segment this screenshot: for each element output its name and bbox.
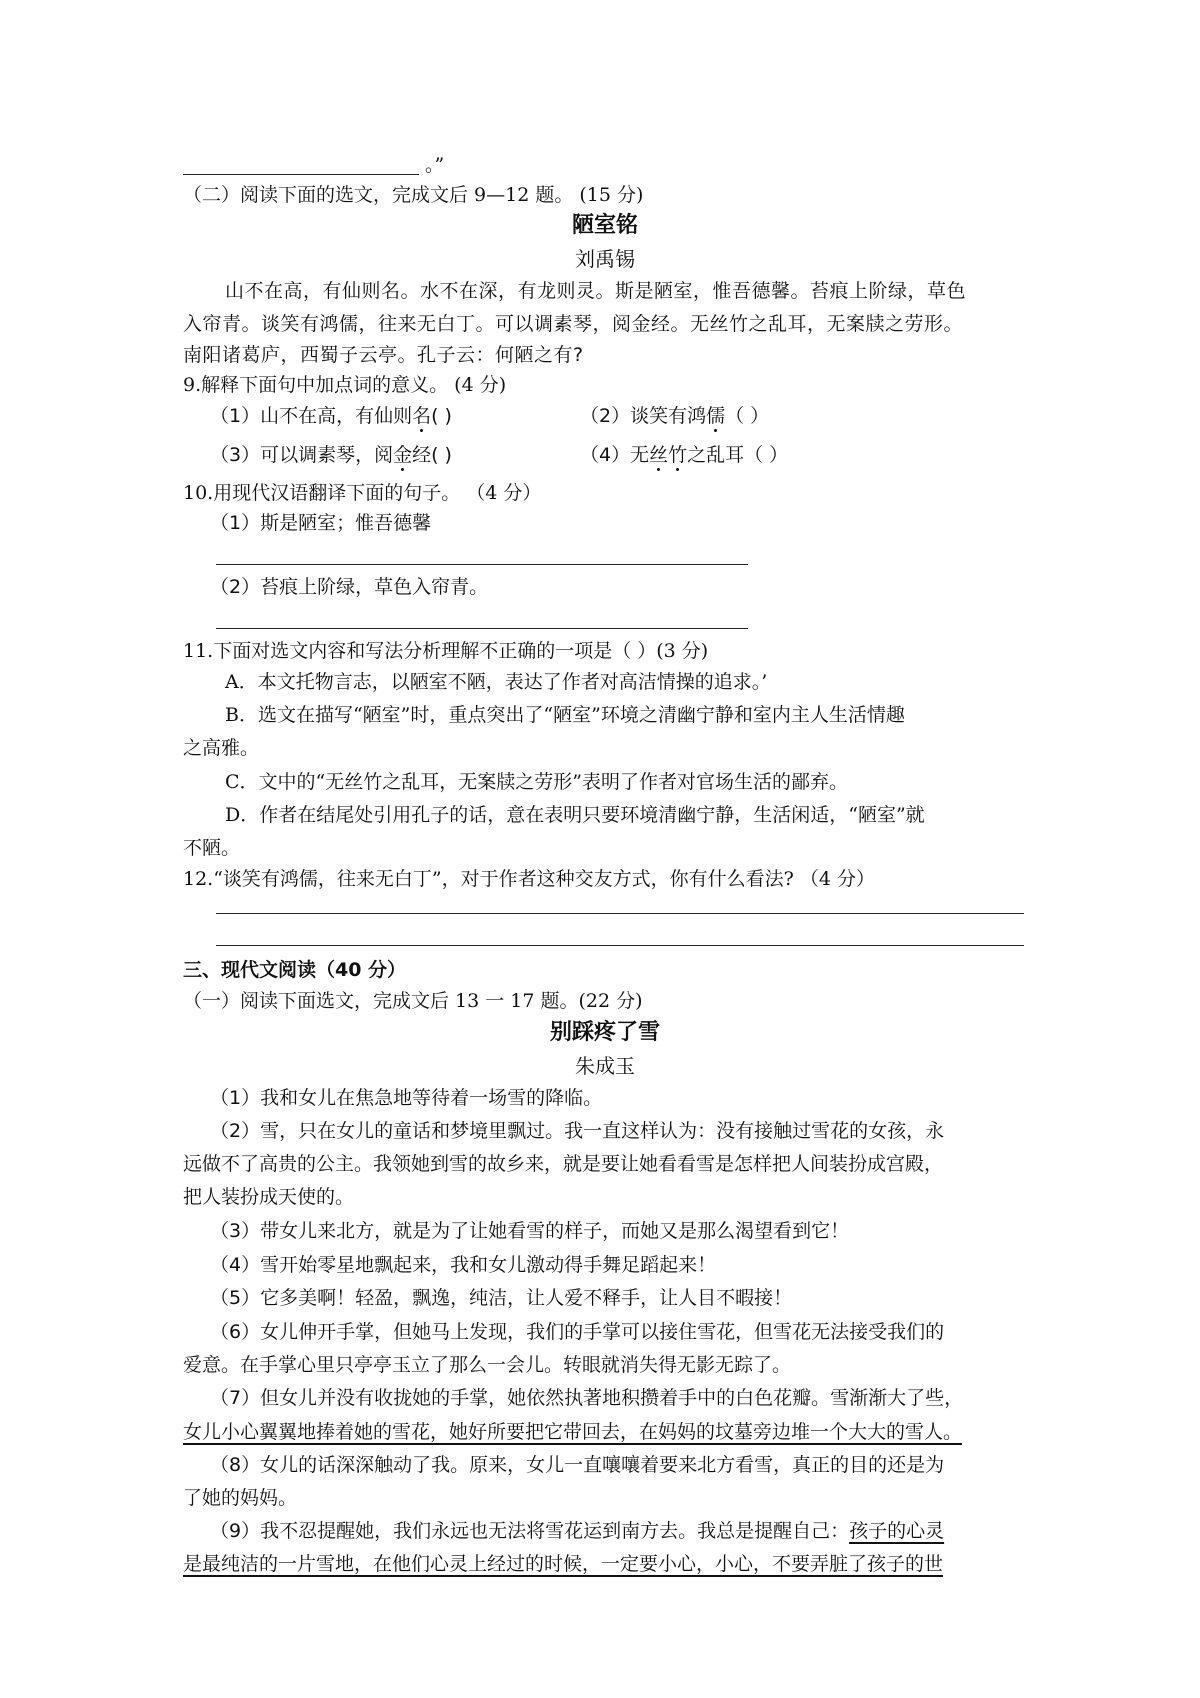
essay-paragraph: （6）女儿伸开手掌，但她马上发现，我们的手掌可以接住雪花，但雪花无法接受我们的 bbox=[210, 1321, 945, 1343]
dotted-word: 儒 bbox=[706, 405, 726, 427]
q11-option-b: B．选文在描写“陋室”时，重点突出了“陋室”环境之清幽宁静和室内主人生活情趣 bbox=[225, 704, 905, 726]
essay-paragraph: （3）带女儿来北方，就是为了让她看雪的样子，而她又是那么渴望看到它！ bbox=[210, 1220, 850, 1242]
q11-option-d-cont: 不陋。 bbox=[183, 837, 241, 859]
poem-line: 山不在高，有仙则名。水不在深，有龙则灵。斯是陋室，惟吾德馨。苔痕上阶绿，草色 bbox=[225, 280, 967, 302]
q11-stem: 11.下面对选文内容和写法分析理解不正确的一项是（ ）(3 分) bbox=[183, 640, 709, 662]
q9-item-4 bbox=[580, 440, 788, 470]
poem-title: 陋室铭 bbox=[571, 213, 638, 238]
essay-underlined-text: 孩子的心灵 bbox=[849, 1520, 945, 1542]
answer-blank-line bbox=[183, 174, 419, 175]
q11-option-c: C．文中的“无丝竹之乱耳，无案牍之劳形”表明了作者对官场生活的鄙弃。 bbox=[225, 771, 848, 793]
essay-paragraph: 远做不了高贵的公主。我领她到雪的故乡来，就是要让她看看雪是怎样把人间装扮成宫殿， bbox=[183, 1153, 944, 1175]
q11-option-b-cont: 之高雅。 bbox=[183, 737, 260, 759]
dotted-word: 名 bbox=[412, 405, 432, 427]
essay-author: 朱成玉 bbox=[575, 1054, 635, 1078]
answer-paren: ( ) bbox=[431, 405, 452, 427]
q9-item-text: （3）可以调素琴，阅 bbox=[210, 444, 394, 466]
q11-option-d: D．作者在结尾处引用孔子的话，意在表明只要环境清幽宁静，生活闲适，“陋室”就 bbox=[225, 804, 925, 826]
q9-item-1 bbox=[210, 401, 452, 431]
section3-header: 三、现代文阅读（40 分） bbox=[183, 959, 407, 981]
essay-paragraph: 把人装扮成天使的。 bbox=[183, 1186, 355, 1208]
top-fragment: 。” bbox=[425, 154, 445, 176]
essay-paragraph: （2）雪，只在女儿的童话和梦境里飘过。我一直这样认为：没有接触过雪花的女孩，永 bbox=[210, 1120, 945, 1142]
dotted-word: 金 bbox=[393, 444, 413, 466]
q10-item-1: （1）斯是陋室；惟吾德馨 bbox=[210, 512, 432, 534]
poem-line: 南阳诸葛庐，西蜀子云亭。孔子云：何陋之有? bbox=[183, 344, 584, 366]
essay-paragraph: （8）女儿的话深深触动了我。原来，女儿一直嚷嚷着要来北方看雪，真正的目的还是为 bbox=[210, 1454, 945, 1476]
q12-stem: 12.“谈笑有鸿儒，往来无白丁”，对于作者这种交友方式，你有什么看法? （4 分） bbox=[183, 868, 875, 890]
section2-header: （二）阅读下面的选文，完成文后 9—12 题。 (15 分) bbox=[183, 184, 644, 206]
q9-item-3 bbox=[210, 440, 452, 470]
dotted-word: 丝 bbox=[649, 444, 669, 466]
q9-item-text: （1）山不在高，有仙则 bbox=[210, 405, 413, 427]
answer-line[interactable] bbox=[216, 564, 748, 565]
answer-line[interactable] bbox=[216, 628, 748, 629]
q9-item-2 bbox=[580, 401, 769, 431]
essay-paragraph: 爱意。在手掌心里只亭亭玉立了那么一会儿。转眼就消失得无影无踪了。 bbox=[183, 1354, 792, 1376]
poem-author: 刘禹锡 bbox=[575, 247, 635, 271]
answer-line[interactable] bbox=[216, 945, 1024, 946]
essay-paragraph: （7）但女儿并没有收拢她的手掌，她依然执著地积攒着手中的白色花瓣。雪渐渐大了些， bbox=[210, 1387, 964, 1409]
essay-title: 别踩疼了雪 bbox=[549, 1020, 660, 1045]
dotted-word: 竹 bbox=[668, 444, 688, 466]
essay-paragraph: （5）它多美啊！轻盈，飘逸，纯洁，让人爱不释手，让人目不暇接！ bbox=[210, 1287, 793, 1309]
answer-paren: （ ） bbox=[725, 405, 770, 427]
essay-underlined-line: 是最纯洁的一片雪地，在他们心灵上经过的时候，一定要小心，小心，不要弄脏了孩子的世 bbox=[183, 1553, 944, 1575]
answer-line[interactable] bbox=[216, 913, 1024, 914]
essay-paragraph: （1）我和女儿在焦急地等待着一场雪的降临。 bbox=[210, 1087, 603, 1109]
essay-text: （9）我不忍提醒她，我们永远也无法将雪花运到南方去。我总是提醒自己： bbox=[210, 1520, 850, 1542]
q9-item-text: （4）无 bbox=[580, 444, 650, 466]
essay-paragraph: （4）雪开始零星地飘起来，我和女儿激动得手舞足蹈起来！ bbox=[210, 1254, 717, 1276]
q9-item-text: （2）谈笑有鸿 bbox=[580, 405, 707, 427]
answer-paren: 之乱耳（ ） bbox=[687, 444, 789, 466]
essay-underlined-line: 女儿小心翼翼地捧着她的雪花，她好所要把它带回去，在妈妈的坟墓旁边堆一个大大的雪人。 bbox=[183, 1421, 963, 1443]
q10-item-2: （2）苔痕上阶绿，草色入帘青。 bbox=[210, 576, 489, 598]
essay-paragraph: 了她的妈妈。 bbox=[183, 1487, 298, 1509]
section3-sub: （一）阅读下面选文，完成文后 13 一 17 题。(22 分) bbox=[183, 990, 643, 1012]
poem-line: 入帘青。谈笑有鸿儒，往来无白丁。可以调素琴，阅金经。无丝竹之乱耳，无案牍之劳形。 bbox=[183, 313, 964, 335]
answer-paren: 经( ) bbox=[412, 444, 452, 466]
q9-stem: 9.解释下面句中加点词的意义。 (4 分) bbox=[183, 374, 507, 396]
q10-stem: 10.用现代汉语翻译下面的句子。 （4 分） bbox=[183, 482, 542, 504]
q11-option-a: A．本文托物言志，以陋室不陋，表达了作者对高洁情操的追求。’ bbox=[225, 671, 768, 693]
essay-paragraph bbox=[210, 1516, 944, 1546]
